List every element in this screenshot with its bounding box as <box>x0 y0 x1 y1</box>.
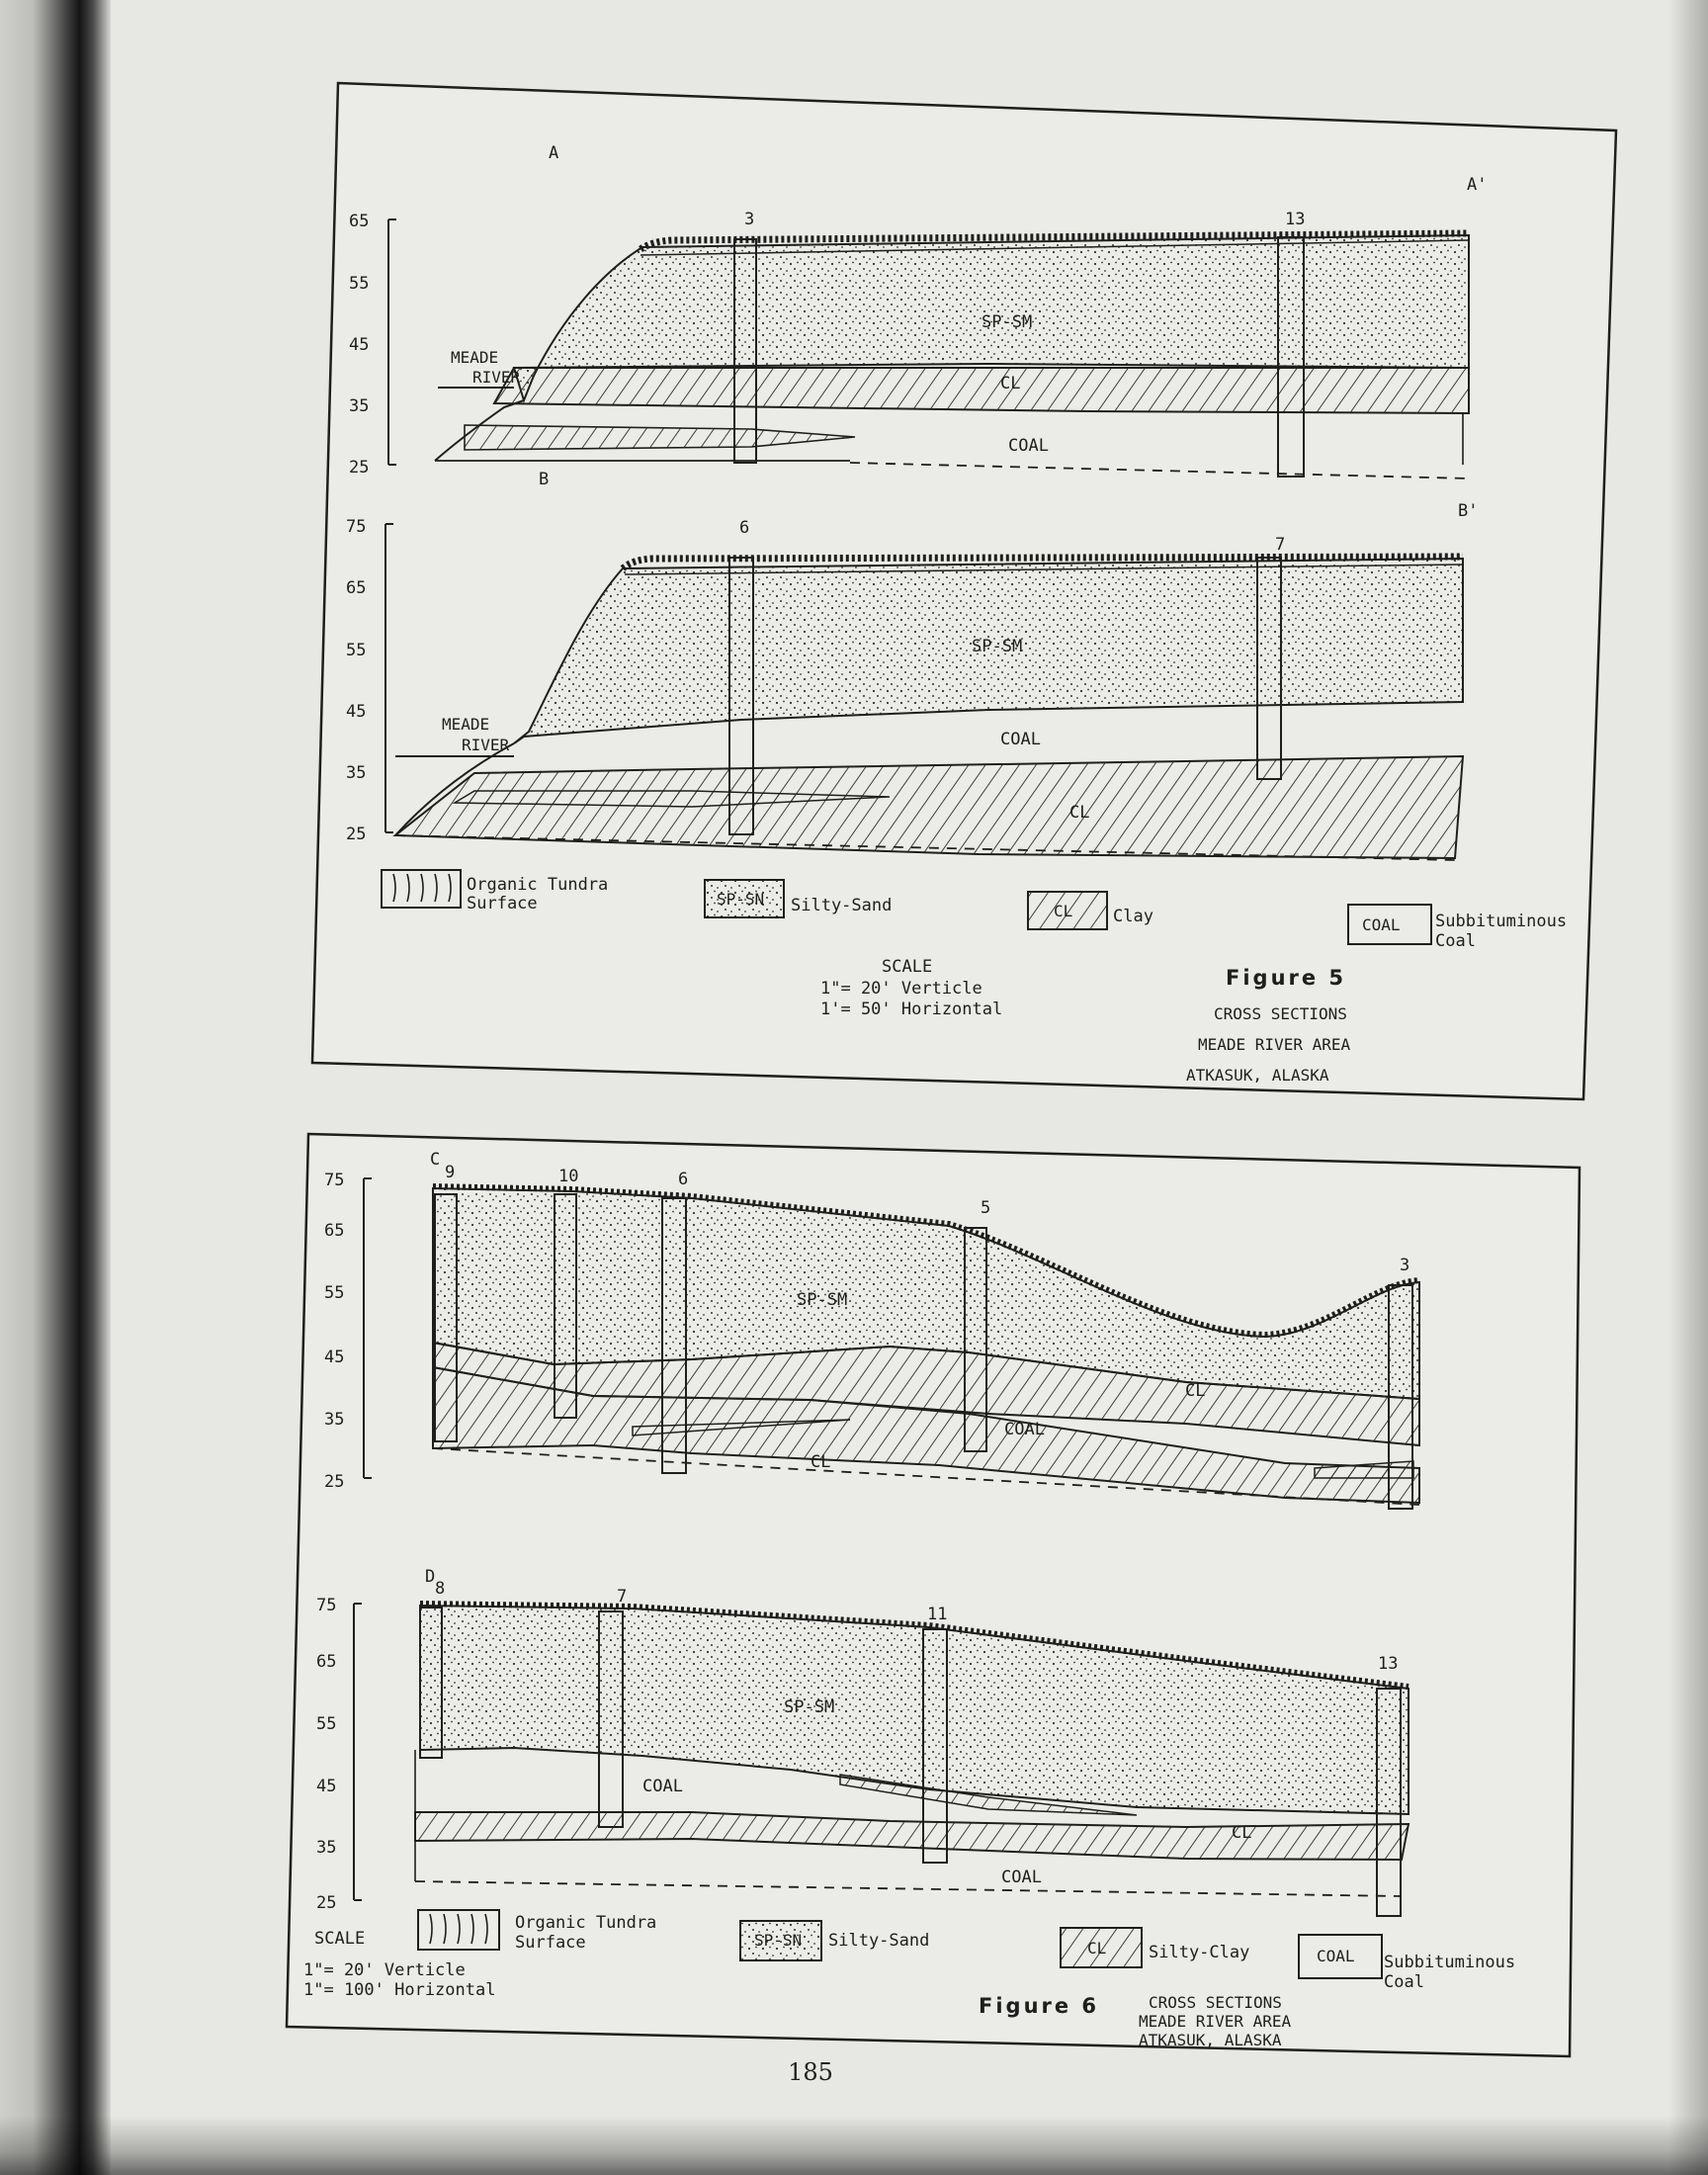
legend-symbol: COAL <box>1317 1947 1355 1965</box>
figure6-scale-vertical: 1"= 20' Verticle <box>303 1960 466 1980</box>
legend-symbol: COAL <box>1362 915 1401 934</box>
legend-label: Organic Tundra <box>515 1913 657 1933</box>
tick-label: 35 <box>316 1838 337 1858</box>
tick-label: 45 <box>349 335 370 355</box>
borehole-label: 3 <box>1400 1256 1410 1275</box>
tick-label: 75 <box>324 1171 345 1190</box>
legend-label: Silty-Clay <box>1149 1943 1250 1962</box>
legend-symbol: SP-SN <box>717 890 765 909</box>
river-label: RIVER <box>462 736 510 754</box>
legend-label: Silty-Sand <box>828 1931 930 1951</box>
borehole-label: 10 <box>558 1167 579 1186</box>
section-b-end-label: B' <box>1458 501 1479 521</box>
legend-label: Clay <box>1113 907 1153 926</box>
borehole-label: 7 <box>617 1587 628 1607</box>
layer-label: CL <box>1185 1381 1206 1401</box>
section-c-start-label: C <box>430 1150 441 1170</box>
figure6-scale-horizontal: 1"= 100' Horizontal <box>303 1980 496 2000</box>
legend-label: Subbituminous <box>1435 912 1568 931</box>
tick-label: 25 <box>324 1472 345 1492</box>
tick-label: 35 <box>324 1410 345 1430</box>
layer-label: SP-SM <box>784 1697 835 1717</box>
river-label: RIVER <box>472 368 521 387</box>
layer-label: COAL <box>1001 1868 1042 1887</box>
page-bottom-shadow <box>0 2116 1708 2175</box>
layer-label: CL <box>1000 374 1021 393</box>
layer-label: COAL <box>642 1777 683 1796</box>
layer-label: CL <box>1232 1823 1252 1843</box>
page-number: 185 <box>788 2058 833 2086</box>
figure6-title: Figure 6 <box>979 1994 1100 2018</box>
tick-label: 55 <box>346 641 367 660</box>
legend-symbol: CL <box>1054 902 1073 920</box>
river-label: MEADE <box>451 348 499 367</box>
legend-label: Organic Tundra <box>467 875 609 895</box>
tick-label: 55 <box>324 1283 345 1303</box>
borehole-label: 6 <box>739 518 750 538</box>
legend-label: Silty-Sand <box>791 896 893 915</box>
borehole-label: 7 <box>1275 535 1286 555</box>
tick-label: 55 <box>316 1714 337 1734</box>
tick-label: 25 <box>349 458 370 478</box>
borehole-label: 11 <box>927 1605 948 1624</box>
layer-label: CL <box>811 1452 831 1472</box>
tick-label: 75 <box>346 517 367 537</box>
legend-label: Subbituminous <box>1384 1953 1516 1972</box>
legend-label: Surface <box>515 1933 586 1953</box>
borehole-label: 8 <box>435 1579 446 1599</box>
figure5-scale-horizontal: 1'= 50' Horizontal <box>820 1000 1003 1019</box>
tick-label: 45 <box>324 1348 345 1367</box>
tick-label: 65 <box>324 1221 345 1241</box>
layer-label: SP-SM <box>972 637 1023 656</box>
figure6-scale-label: SCALE <box>314 1929 366 1949</box>
legend-label: Coal <box>1384 1972 1424 1992</box>
figure6-caption: ATKASUK, ALASKA <box>1139 2031 1282 2049</box>
legend-symbol: SP-SN <box>754 1931 803 1950</box>
section-a-end-label: A' <box>1467 175 1488 195</box>
borehole-label: 6 <box>678 1170 689 1189</box>
borehole-label: 13 <box>1285 210 1306 229</box>
layer-label: SP-SM <box>797 1290 848 1310</box>
tick-label: 65 <box>346 578 367 598</box>
figure6-caption: MEADE RIVER AREA <box>1139 2012 1292 2031</box>
figure5-title: Figure 5 <box>1226 966 1347 990</box>
layer-label: CL <box>1069 803 1090 823</box>
figure5-caption: CROSS SECTIONS <box>1214 1004 1347 1023</box>
section-d-start-label: D <box>425 1567 436 1587</box>
tick-label: 65 <box>316 1652 337 1672</box>
figure5-scale-vertical: 1"= 20' Verticle <box>820 979 982 999</box>
legend-label: Surface <box>467 894 538 914</box>
tick-label: 25 <box>346 825 367 844</box>
legend-symbol: CL <box>1087 1939 1107 1958</box>
figure6-caption: CROSS SECTIONS <box>1149 1993 1282 2012</box>
figure5-caption: MEADE RIVER AREA <box>1198 1035 1351 1054</box>
borehole-label: 9 <box>445 1163 456 1182</box>
layer-label: COAL <box>1000 730 1041 749</box>
tick-label: 35 <box>346 763 367 783</box>
tick-label: 55 <box>349 274 370 294</box>
layer-label: COAL <box>1004 1420 1045 1439</box>
layer-label: COAL <box>1008 436 1049 456</box>
tick-label: 45 <box>316 1777 337 1796</box>
river-label: MEADE <box>442 715 490 734</box>
section-b-start-label: B <box>539 470 550 489</box>
tick-label: 65 <box>349 212 370 231</box>
tick-label: 75 <box>316 1596 337 1615</box>
borehole-label: 3 <box>744 210 755 229</box>
legend-label: Coal <box>1435 931 1476 951</box>
tick-label: 45 <box>346 702 367 722</box>
tick-label: 35 <box>349 396 370 416</box>
section-a-start-label: A <box>549 143 559 163</box>
layer-label: SP-SM <box>982 312 1033 332</box>
borehole-label: 13 <box>1378 1654 1399 1674</box>
figure5-caption: ATKASUK, ALASKA <box>1186 1066 1329 1085</box>
tick-label: 25 <box>316 1893 337 1913</box>
figure5-scale-label: SCALE <box>882 957 933 977</box>
borehole-label: 5 <box>981 1198 991 1218</box>
